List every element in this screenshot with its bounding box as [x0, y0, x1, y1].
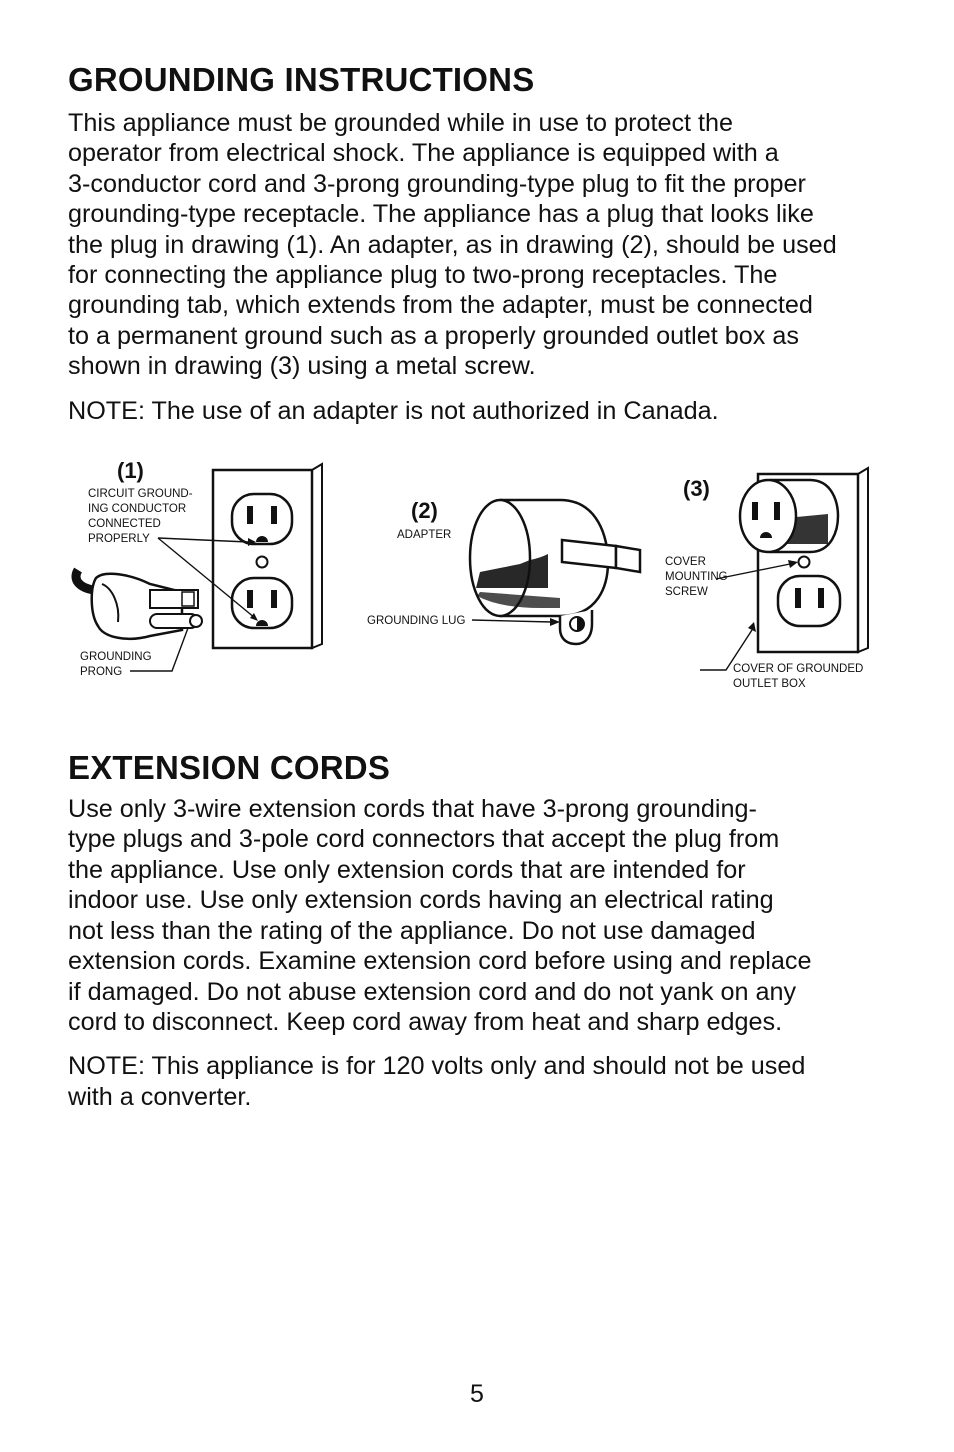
- extension-body: Use only 3-wire extension cords that have 3-prong grounding- type plugs and 3-pole cord connectors that accept the plug from the appliance. Use only extension cords that are intended for indoor use. Use only extension cords having an electrical rating not less than the rating of the appliance. Do not use damaged extension cords. Examine extension cord before using and replace if damaged. Do not abuse extension cord and do not yank on any cord to disconnect. Keep cord away from heat and sharp edges.: [68, 795, 812, 1036]
- grounding-diagrams: [0, 458, 954, 698]
- fig1-label-4: PROPERLY: [88, 533, 150, 546]
- grounding-note: NOTE: The use of an adapter is not authorized in Canada.: [68, 396, 719, 425]
- fig2-lug-label: GROUNDING LUG: [367, 615, 466, 628]
- fig1-label-2: ING CONDUCTOR: [88, 503, 187, 516]
- fig3-number: (3): [683, 476, 710, 502]
- drawing-1: [76, 458, 322, 678]
- page-number: 5: [470, 1380, 484, 1408]
- fig1-outlet-icon: [213, 464, 322, 648]
- fig3-cover-label-2: OUTLET BOX: [733, 678, 806, 691]
- extension-note: NOTE: This appliance is for 120 volts only and should not be used with a converter.: [68, 1052, 806, 1111]
- fig1-plug-icon: [76, 570, 202, 639]
- grounding-body: This appliance must be grounded while in use to protect the operator from electrical shock. The appliance is equipped with a 3-conductor cord and 3-prong grounding-type plug to fit the proper grounding-type receptacle. The appliance has a plug that looks like the plug in drawing (1). An adapter, as in drawing (2), should be used for connecting the appliance plug to two-prong receptacles. The grounding tab, which extends from the adapter, must be connected to a permanent ground such as a properly grounded outlet box as shown in drawing (3) using a metal screw.: [68, 109, 837, 381]
- fig3-outlet-icon: [740, 468, 868, 652]
- fig3-screw-label-1: COVER: [665, 556, 706, 569]
- fig1-prong-label-1: GROUNDING: [80, 651, 152, 664]
- grounding-illustration: [68, 458, 898, 698]
- extension-heading: EXTENSION CORDS: [68, 749, 391, 787]
- fig3-screw-label-3: SCREW: [665, 586, 708, 599]
- fig3-cover-label-1: COVER OF GROUNDED: [733, 663, 864, 676]
- fig1-label-1: CIRCUIT GROUND-: [88, 488, 193, 501]
- fig1-prong-label-2: PRONG: [80, 666, 123, 679]
- drawing-3: [665, 468, 868, 690]
- fig2-adapter-label: ADAPTER: [397, 529, 452, 542]
- drawing-2: [367, 498, 640, 644]
- fig2-number: (2): [411, 498, 438, 524]
- fig3-screw-label-2: MOUNTING: [665, 571, 728, 584]
- grounding-heading: GROUNDING INSTRUCTIONS: [68, 61, 535, 98]
- fig1-number: (1): [117, 458, 144, 484]
- fig1-label-3: CONNECTED: [88, 518, 161, 531]
- manual-page: [68, 58, 898, 1112]
